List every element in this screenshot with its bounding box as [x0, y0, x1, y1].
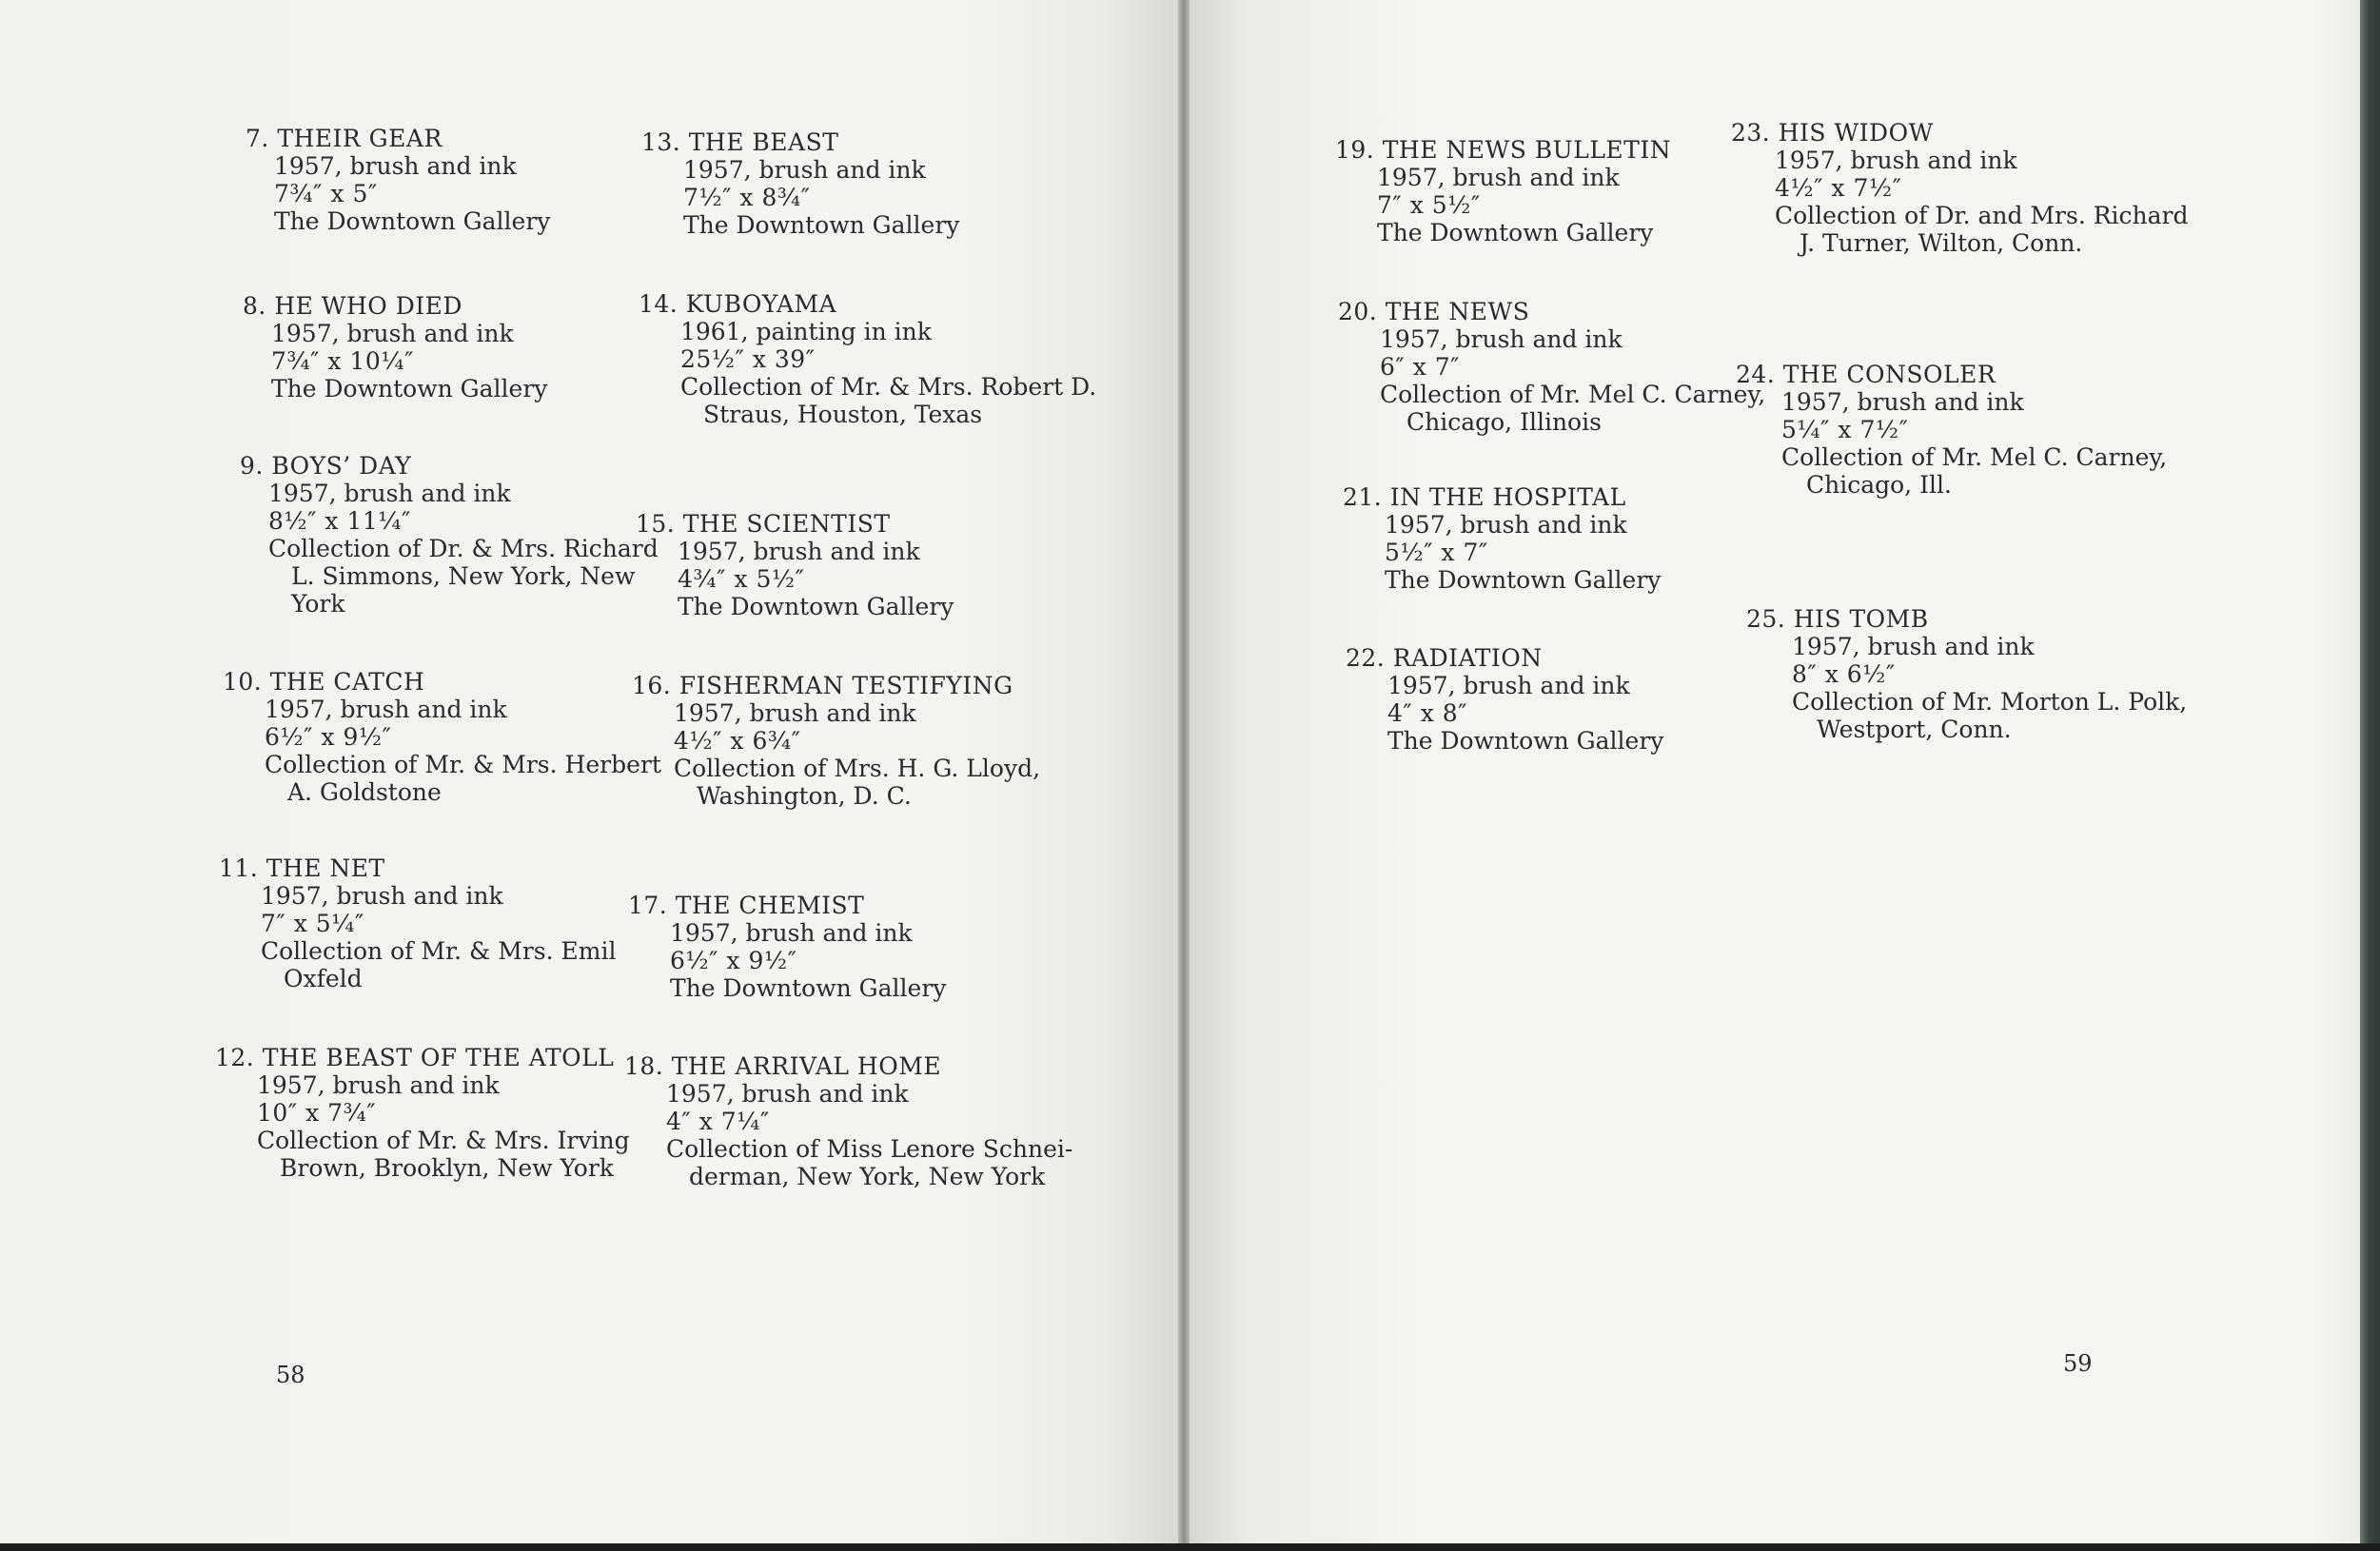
entry-dimensions: 4¾″ x 5½″	[678, 565, 805, 593]
entry-title: HE WHO DIED	[274, 292, 462, 320]
entry-owner: Collection of Miss Lenore Schnei-	[666, 1135, 1073, 1163]
catalog-entry	[624, 1052, 1072, 1190]
entry-dimensions: 6½″ x 9½″	[265, 723, 392, 751]
entry-date-medium: 1957, brush and ink	[1380, 325, 1623, 353]
entry-date-medium: 1957, brush and ink	[1792, 633, 2035, 660]
entry-dimensions: 6½″ x 9½″	[670, 947, 797, 974]
entry-date-medium: 1957, brush and ink	[1387, 672, 1630, 699]
entry-dimensions: 25½″ x 39″	[680, 345, 816, 373]
entry-number: 7.	[246, 125, 269, 152]
entry-number: 23.	[1731, 119, 1771, 147]
page-number-left: 58	[276, 1362, 305, 1388]
entry-title: THE SCIENTIST	[682, 510, 891, 538]
entry-dimensions: 4½″ x 6¾″	[674, 727, 801, 755]
entry-number: 16.	[632, 672, 672, 699]
entry-date-medium: 1957, brush and ink	[670, 919, 913, 947]
catalog-entry	[219, 854, 616, 992]
entry-owner: Collection of Mr. Mel C. Carney,	[1781, 443, 2168, 471]
entry-owner-continued: York	[291, 590, 345, 618]
entry-number: 15.	[636, 510, 676, 538]
entry-date-medium: 1957, brush and ink	[674, 699, 916, 727]
entry-date-medium: 1961, painting in ink	[680, 318, 932, 345]
entry-owner: Collection of Mr. & Mrs. Emil	[261, 937, 617, 965]
entry-number: 13.	[641, 128, 681, 156]
entry-owner-continued: derman, New York, New York	[689, 1163, 1046, 1190]
entry-date-medium: 1957, brush and ink	[683, 156, 926, 184]
entry-number: 18.	[624, 1052, 664, 1080]
entry-number: 21.	[1343, 483, 1383, 511]
catalog-entry	[1343, 483, 1661, 594]
entry-date-medium: 1957, brush and ink	[268, 480, 511, 507]
entry-date-medium: 1957, brush and ink	[271, 320, 514, 347]
entry-dimensions: 4″ x 8″	[1387, 699, 1467, 727]
entry-number: 9.	[240, 452, 264, 480]
entry-title: THE BEAST	[688, 128, 839, 156]
entry-dimensions: 6″ x 7″	[1380, 353, 1460, 381]
entry-date-medium: 1957, brush and ink	[274, 152, 517, 180]
entry-dimensions: 5½″ x 7″	[1385, 539, 1488, 566]
entry-owner: Collection of Mr. Mel C. Carney,	[1380, 381, 1766, 408]
catalog-entry	[1731, 119, 2189, 257]
entry-dimensions: 4½″ x 7½″	[1775, 174, 1902, 202]
catalog-entry	[215, 1044, 630, 1182]
entry-number: 24.	[1736, 361, 1776, 388]
entry-title: FISHERMAN TESTIFYING	[679, 672, 1013, 699]
entry-owner: The Downtown Gallery	[670, 974, 947, 1002]
entry-owner: Collection of Mr. & Mrs. Irving	[257, 1127, 630, 1154]
entry-title: IN THE HOSPITAL	[1389, 483, 1626, 511]
entry-number: 11.	[219, 854, 259, 882]
entry-owner: The Downtown Gallery	[683, 211, 960, 239]
entry-owner-continued: Brown, Brooklyn, New York	[280, 1154, 614, 1182]
entry-dimensions: 5¼″ x 7½″	[1781, 416, 1909, 443]
entry-owner: The Downtown Gallery	[678, 593, 954, 620]
entry-owner: Collection of Mrs. H. G. Lloyd,	[674, 755, 1041, 782]
entry-number: 8.	[243, 292, 266, 320]
catalog-entry	[1746, 605, 2187, 743]
entry-number: 14.	[639, 290, 679, 318]
catalog-entry	[1335, 136, 1671, 246]
entry-title: HIS TOMB	[1793, 605, 1929, 633]
entry-number: 17.	[628, 892, 668, 919]
entry-title: HIS WIDOW	[1778, 119, 1934, 147]
entry-date-medium: 1957, brush and ink	[1775, 147, 2017, 174]
page-number-right: 59	[2063, 1350, 2093, 1377]
entry-title: THE CONSOLER	[1782, 361, 1996, 388]
entry-number: 25.	[1746, 605, 1786, 633]
entry-owner: The Downtown Gallery	[1385, 566, 1662, 594]
entry-title: RADIATION	[1392, 644, 1543, 672]
entry-date-medium: 1957, brush and ink	[1385, 511, 1627, 539]
entry-owner: The Downtown Gallery	[271, 375, 548, 402]
catalog-entry	[1736, 361, 2167, 499]
catalog-entry	[639, 290, 1096, 428]
entry-owner-continued: Oxfeld	[284, 965, 363, 992]
entry-owner: Collection of Mr. Morton L. Polk,	[1792, 688, 2188, 716]
entry-date-medium: 1957, brush and ink	[666, 1080, 909, 1108]
entry-owner-continued: A. Goldstone	[287, 778, 442, 806]
entry-title: KUBOYAMA	[685, 290, 837, 318]
entry-dimensions: 10″ x 7¾″	[257, 1099, 377, 1127]
entry-dimensions: 7″ x 5¼″	[261, 910, 364, 937]
entry-owner: Collection of Dr. & Mrs. Richard	[268, 535, 659, 562]
catalog-entry	[1338, 298, 1765, 436]
entry-title: THEIR GEAR	[277, 125, 443, 152]
entry-title: THE NEWS	[1385, 298, 1530, 325]
catalog-entry	[246, 125, 550, 235]
catalog-entry	[223, 668, 661, 806]
entry-date-medium: 1957, brush and ink	[265, 696, 507, 723]
book-cover-edge	[2360, 0, 2380, 1551]
entry-date-medium: 1957, brush and ink	[257, 1071, 500, 1099]
entry-number: 19.	[1335, 136, 1375, 164]
entry-owner-continued: Chicago, Ill.	[1806, 471, 1952, 499]
entry-title: THE NEWS BULLETIN	[1382, 136, 1672, 164]
entry-date-medium: 1957, brush and ink	[261, 882, 503, 910]
entry-title: THE BEAST OF THE ATOLL	[262, 1044, 615, 1071]
book-gutter	[1178, 0, 1190, 1551]
entry-title: THE CHEMIST	[675, 892, 865, 919]
entry-dimensions: 7¾″ x 10¼″	[271, 347, 414, 375]
entry-date-medium: 1957, brush and ink	[678, 538, 920, 565]
entry-title: BOYS’ DAY	[271, 452, 412, 480]
catalog-entry	[636, 510, 954, 620]
entry-owner: The Downtown Gallery	[1377, 219, 1654, 246]
entry-owner-continued: Westport, Conn.	[1817, 716, 2012, 743]
entry-number: 10.	[223, 668, 263, 696]
entry-dimensions: 8½″ x 11¼″	[268, 507, 411, 535]
entry-dimensions: 7½″ x 8¾″	[683, 184, 811, 211]
entry-owner-continued: Washington, D. C.	[697, 782, 912, 810]
entry-owner-continued: J. Turner, Wilton, Conn.	[1800, 229, 2083, 257]
entry-date-medium: 1957, brush and ink	[1377, 164, 1620, 191]
entry-dimensions: 7¾″ x 5″	[274, 180, 378, 207]
entry-owner: The Downtown Gallery	[1387, 727, 1664, 755]
book-bottom-edge	[0, 1543, 2380, 1551]
entry-dimensions: 7″ x 5½″	[1377, 191, 1481, 219]
entry-owner-continued: Chicago, Illinois	[1406, 408, 1602, 436]
entry-owner: The Downtown Gallery	[274, 207, 551, 235]
entry-number: 22.	[1346, 644, 1386, 672]
catalog-entry	[240, 452, 659, 618]
entry-owner: Collection of Dr. and Mrs. Richard	[1775, 202, 2189, 229]
entry-owner-continued: L. Simmons, New York, New	[291, 562, 636, 590]
entry-title: THE NET	[266, 854, 385, 882]
entry-owner: Collection of Mr. & Mrs. Robert D.	[680, 373, 1097, 401]
entry-dimensions: 4″ x 7¼″	[666, 1108, 770, 1135]
entry-owner-continued: Straus, Houston, Texas	[703, 401, 983, 428]
catalog-entry	[243, 292, 547, 402]
catalog-entry	[1346, 644, 1663, 755]
catalog-entry	[628, 892, 946, 1002]
entry-owner: Collection of Mr. & Mrs. Herbert	[265, 751, 661, 778]
entry-number: 12.	[215, 1044, 255, 1071]
entry-dimensions: 8″ x 6½″	[1792, 660, 1896, 688]
catalog-entry	[641, 128, 959, 239]
entry-date-medium: 1957, brush and ink	[1781, 388, 2024, 416]
entry-title: THE CATCH	[269, 668, 425, 696]
entry-title: THE ARRIVAL HOME	[671, 1052, 942, 1080]
entry-number: 20.	[1338, 298, 1378, 325]
catalog-entry	[632, 672, 1040, 810]
